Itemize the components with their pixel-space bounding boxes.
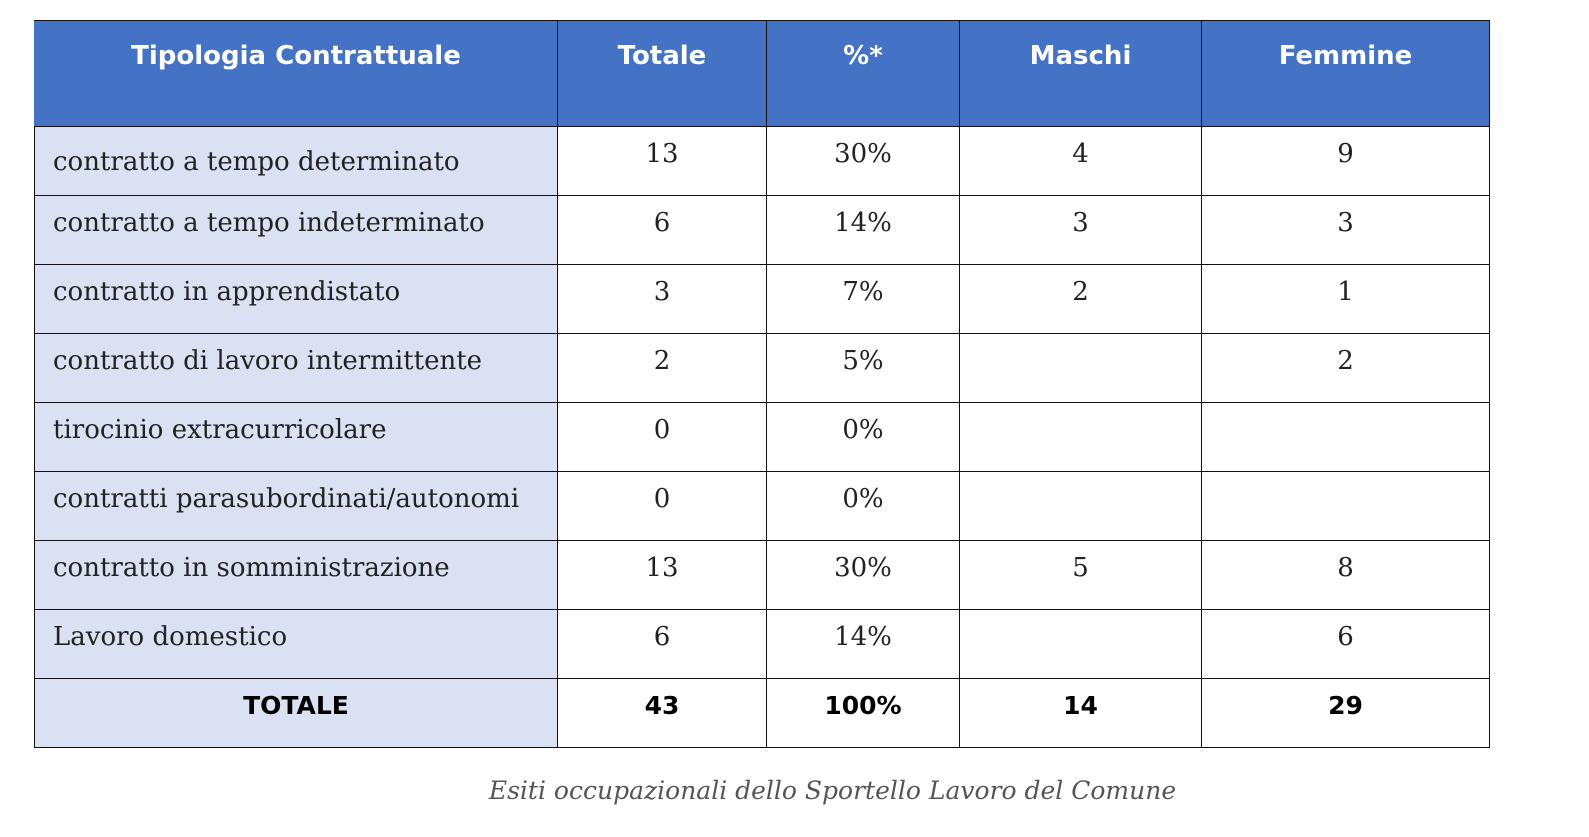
cell-femmine: 9 <box>1202 127 1490 196</box>
cell-totale: 6 <box>558 610 767 679</box>
table-caption: Esiti occupazionali dello Sportello Lavoro del Comune <box>488 776 1177 805</box>
total-row <box>35 679 1490 748</box>
cell-totale: 6 <box>558 196 767 265</box>
cell-maschi <box>960 472 1202 541</box>
total-maschi: 14 <box>960 679 1202 748</box>
cell-maschi <box>960 403 1202 472</box>
cell-maschi: 4 <box>960 127 1202 196</box>
total-label: TOTALE <box>35 679 558 748</box>
table-row <box>35 334 1490 403</box>
row-label: tirocinio extracurricolare <box>35 403 558 472</box>
cell-maschi <box>960 610 1202 679</box>
cell-percent: 7% <box>767 265 960 334</box>
cell-percent: 0% <box>767 472 960 541</box>
header-totale: Totale <box>558 21 767 127</box>
cell-totale: 13 <box>558 541 767 610</box>
row-label: contratto in somministrazione <box>35 541 558 610</box>
header-femmine: Femmine <box>1202 21 1490 127</box>
row-label: contratto a tempo determinato <box>35 127 558 196</box>
cell-maschi: 2 <box>960 265 1202 334</box>
header-row <box>35 21 1490 127</box>
employment-outcomes-table <box>34 20 1490 748</box>
cell-maschi: 5 <box>960 541 1202 610</box>
cell-percent: 30% <box>767 541 960 610</box>
cell-percent: 0% <box>767 403 960 472</box>
table-row <box>35 196 1490 265</box>
row-label: contratti parasubordinati/autonomi <box>35 472 558 541</box>
cell-percent: 30% <box>767 127 960 196</box>
header-tipologia: Tipologia Contrattuale <box>35 21 558 127</box>
cell-totale: 3 <box>558 265 767 334</box>
cell-femmine <box>1202 403 1490 472</box>
cell-totale: 13 <box>558 127 767 196</box>
cell-femmine: 3 <box>1202 196 1490 265</box>
cell-percent: 14% <box>767 610 960 679</box>
table-row <box>35 472 1490 541</box>
cell-maschi <box>960 334 1202 403</box>
cell-maschi: 3 <box>960 196 1202 265</box>
cell-totale: 0 <box>558 403 767 472</box>
cell-femmine: 1 <box>1202 265 1490 334</box>
row-label: contratto a tempo indeterminato <box>35 196 558 265</box>
total-totale: 43 <box>558 679 767 748</box>
table-row <box>35 403 1490 472</box>
table-row <box>35 127 1490 196</box>
cell-femmine: 8 <box>1202 541 1490 610</box>
row-label: contratto di lavoro intermittente <box>35 334 558 403</box>
header-maschi: Maschi <box>960 21 1202 127</box>
cell-femmine <box>1202 472 1490 541</box>
cell-totale: 0 <box>558 472 767 541</box>
row-label: Lavoro domestico <box>35 610 558 679</box>
total-femmine: 29 <box>1202 679 1490 748</box>
table-row <box>35 265 1490 334</box>
table-row <box>35 610 1490 679</box>
header-percent: %* <box>767 21 960 127</box>
row-label: contratto in apprendistato <box>35 265 558 334</box>
cell-femmine: 2 <box>1202 334 1490 403</box>
cell-percent: 5% <box>767 334 960 403</box>
cell-totale: 2 <box>558 334 767 403</box>
table-row <box>35 541 1490 610</box>
total-percent: 100% <box>767 679 960 748</box>
cell-femmine: 6 <box>1202 610 1490 679</box>
cell-percent: 14% <box>767 196 960 265</box>
